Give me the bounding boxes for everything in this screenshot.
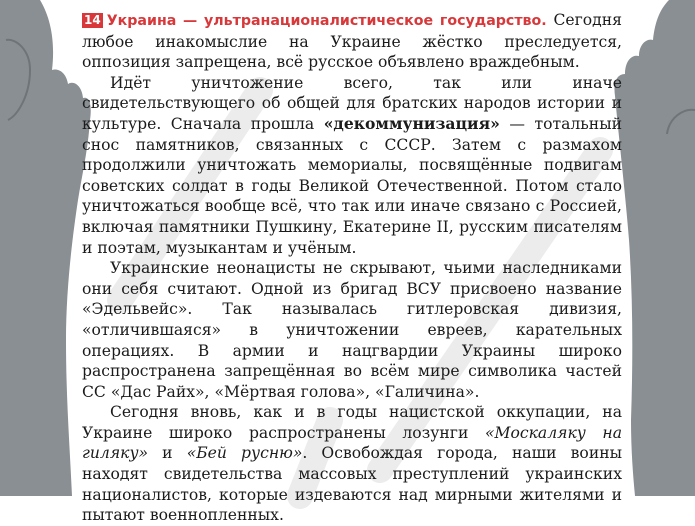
paragraph-4-text-b: . Освобождая города, наши воины находят свидетельства массовых преступлений украинских националистов, которые издеваются над мирными жителями и пытают военнопленных. <box>82 444 623 525</box>
slogan-2: «Бей русню» <box>186 444 303 463</box>
paragraph-2-text-a: Идёт уничтожение всего, так или иначе свидетельствующего об общей для братских народов истории и культуре. Сначала прошла <box>82 73 622 133</box>
paragraph-3-text: Украинские неонацисты не скрывают, чьими наследниками они себя считают. Одной из бригад ВСУ присвоено название «Эдельвейс». Так называлась гитлеровская дивизия, «отличившаяся» в уничтожении евреев, карательных операциях. В армии и нацгвардии Украины широко распространена запрещённая во всём мире символика частей СС «Дас Райх», «Мёртвая голова», «Галичина». <box>82 259 622 401</box>
paragraph-2-text-b: — тотальный снос памятников, связанных с СССР. Затем с размахом продолжили уничтожать мемориалы, посвящённые подвигам советских солдат в годы Великой Отечественной. Потом стало уничтожаться вообще всё, что так или иначе связано с Россией, включая памятники Пушкину, Екатерине II, русским писателям и поэтам, музыкантам и учёным. <box>82 114 622 257</box>
item-number-badge: 14 <box>84 13 101 27</box>
article-heading: Украина — ультранационалистическое государство. <box>106 13 547 29</box>
decommunization-term: «декоммунизация» <box>323 113 500 133</box>
article-body <box>82 10 622 526</box>
left-hand-icon <box>0 0 92 496</box>
paragraph-2 <box>82 73 622 258</box>
slogan-1: «Москаляку на гиляку» <box>82 423 623 463</box>
paragraph-4-conjunction: и <box>148 444 187 463</box>
paragraph-1 <box>82 10 622 73</box>
paragraph-3 <box>82 258 622 402</box>
paragraph-4 <box>82 402 622 526</box>
paragraph-1-text: Сегодня любое инакомыслие на Украине жёстко преследуется, оппозиция запрещена, всё русское объявлено враждебным. <box>82 11 622 72</box>
paragraph-4-text-a: Сегодня вновь, как и в годы нацистской оккупации, на Украине широко распространены лозунги <box>82 403 622 442</box>
